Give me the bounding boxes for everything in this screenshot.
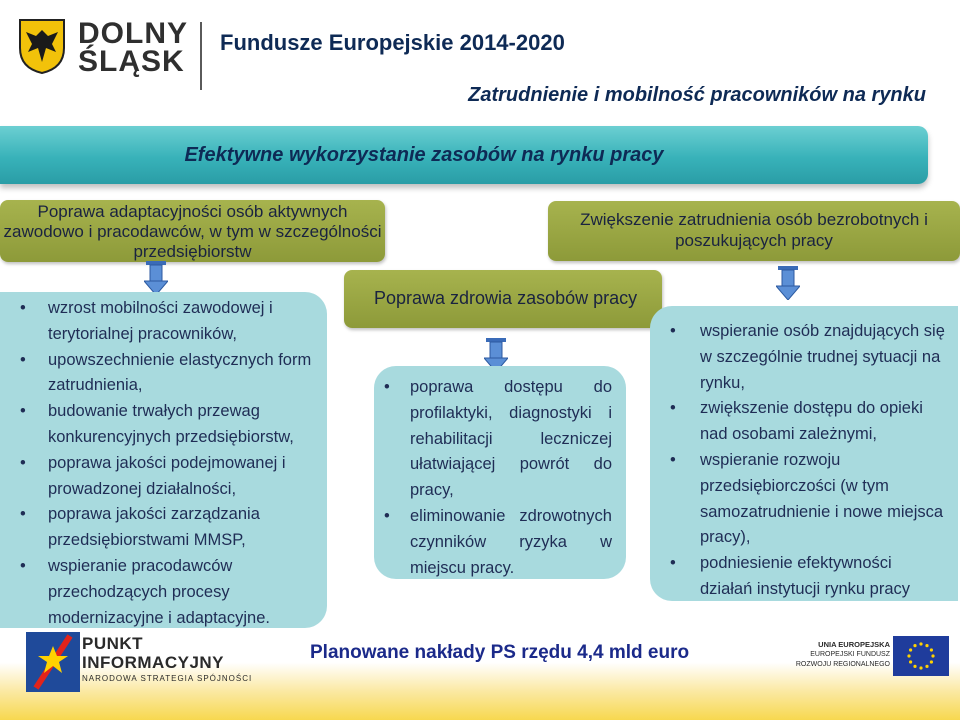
down-arrow-icon — [776, 266, 800, 300]
eu-line-3: ROZWOJU REGIONALNEGO — [795, 661, 890, 668]
eu-fund-label — [785, 640, 890, 670]
eu-flag-icon — [893, 636, 949, 676]
eagle-shield-icon — [18, 18, 66, 74]
left-list-panel — [0, 292, 327, 628]
list-item: • poprawa dostępu do profilaktyki, diagnostyki i rehabilitacji leczniczej ułatwiającej powrót do pracy, — [410, 375, 612, 504]
eu-line-2: EUROPEJSKI FUNDUSZ — [810, 651, 890, 658]
list-item: • wzrost mobilności zawodowej i terytorialnej pracowników, — [48, 296, 317, 348]
planned-budget-text: Planowane nakłady PS rzędu 4,4 mld euro — [310, 642, 690, 663]
health-box: Poprawa zdrowia zasobów pracy — [344, 270, 662, 328]
banner-text: Efektywne wykorzystanie zasobów na rynku pracy — [184, 143, 664, 166]
right-list-panel — [650, 306, 958, 601]
list-item: • wspieranie pracodawców przechodzących procesy modernizacyjne i adaptacyjne. — [48, 554, 317, 631]
section-title: Zatrudnienie i mobilność pracowników na rynku — [468, 84, 926, 106]
down-arrow-icon — [144, 261, 168, 295]
list-item: • zwiększenie dostępu do opieki nad osobami zależnymi, — [700, 396, 948, 448]
list-item: • eliminowanie zdrowotnych czynników ryzyka w miejscu pracy. — [410, 504, 612, 581]
list-item: • wspieranie osób znajdujących się w szczególnie trudnej sytuacji na rynku, — [700, 319, 948, 396]
program-title: Fundusze Europejskie 2014-2020 — [220, 30, 565, 55]
eu-line-1: UNIA EUROPEJSKA — [818, 640, 890, 649]
middle-list-panel — [374, 366, 626, 579]
list-item: • podniesienie efektywności działań instytucji rynku pracy — [700, 551, 948, 603]
logo-line-1: DOLNY — [78, 17, 188, 50]
main-banner — [0, 126, 928, 184]
list-item: • poprawa jakości podejmowanej i prowadzonej działalności, — [48, 451, 317, 503]
pi-title-line-2: INFORMACYJNY — [82, 653, 225, 672]
pi-title-line-1: PUNKT — [82, 634, 144, 653]
punkt-informacyjny-star-icon — [26, 632, 80, 692]
adaptability-box: Poprawa adaptacyjności osób aktywnych zawodowo i pracodawców, w tym w szczególności przedsiębiorstw — [0, 200, 385, 262]
logo-line-2: ŚLĄSK — [78, 45, 185, 78]
punkt-informacyjny-subtitle: NARODOWA STRATEGIA SPÓJNOŚCI — [82, 674, 253, 683]
list-item: • wspieranie rozwoju przedsiębiorczości (w tym samozatrudnienie i nowe miejsca pracy), — [700, 448, 948, 551]
list-item: • poprawa jakości zarządzania przedsiębiorstwami MMSP, — [48, 502, 317, 554]
unemployment-box: Zwiększenie zatrudnienia osób bezrobotnych i poszukujących pracy — [548, 201, 960, 261]
logo-text — [78, 17, 188, 78]
list-item: • budowanie trwałych przewag konkurencyjnych przedsiębiorstw, — [48, 399, 317, 451]
punkt-informacyjny-title — [82, 634, 224, 672]
header-divider — [200, 22, 202, 90]
list-item: • upowszechnienie elastycznych form zatrudnienia, — [48, 348, 317, 400]
